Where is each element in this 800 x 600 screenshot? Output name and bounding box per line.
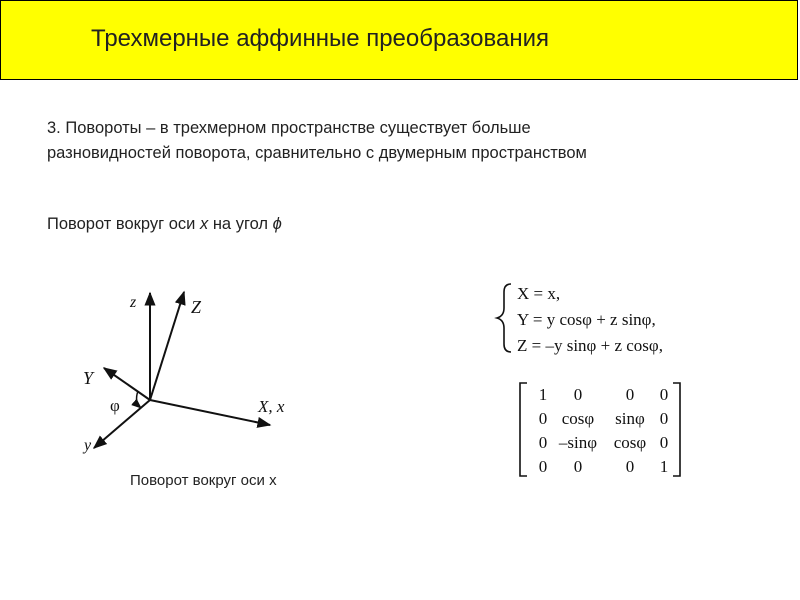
matrix-cell: 1 [659, 457, 669, 476]
matrix-cell: 0 [538, 433, 548, 452]
equation-line-2: Y = y cosφ + z sinφ, [517, 310, 656, 329]
y-axis [94, 400, 150, 448]
matrix-cell: cosφ [613, 433, 647, 452]
label-y: y [84, 437, 92, 454]
figure-caption: Поворот вокруг оси x [130, 472, 277, 489]
matrix-cell: 0 [538, 409, 548, 428]
Z-axis [150, 292, 184, 400]
matrix-cell: 0 [573, 457, 583, 476]
description-line-1: 3. Повороты – в трехмерном пространстве существует больше [47, 119, 531, 137]
matrix-cell: 0 [659, 409, 669, 428]
rotation-matrix [539, 385, 669, 476]
matrix-cell: 0 [625, 385, 635, 404]
subheading-angle: ϕ [272, 215, 282, 233]
matrix-cell: sinφ [615, 409, 645, 428]
description-line-2: разновидностей поворота, сравнительно с двумерным пространством [47, 144, 587, 162]
matrix-cell: 0 [573, 385, 583, 404]
matrix-cell: 0 [659, 385, 669, 404]
label-Y: Y [83, 368, 94, 388]
slide-title: Трехмерные аффинные преобразования [91, 25, 549, 52]
equation-line-3: Z = –y sinφ + z cosφ, [517, 336, 663, 355]
matrix-cell: 1 [538, 385, 548, 404]
x-axis [150, 400, 270, 425]
matrix-right-bracket [673, 383, 680, 476]
matrix-cell: 0 [659, 433, 669, 452]
label-Z: Z [191, 297, 202, 317]
matrix-cell: 0 [625, 457, 635, 476]
matrix-cell: cosφ [561, 409, 595, 428]
subheading-axis: x [199, 215, 209, 233]
label-Xx: X, x [258, 397, 285, 416]
matrix-cell: 0 [538, 457, 548, 476]
subheading-middle: на угол [208, 215, 273, 233]
label-phi: φ [110, 396, 120, 415]
equation-line-1: X = x, [517, 284, 561, 303]
subheading-prefix: Поворот вокруг оси [47, 215, 200, 233]
axes-diagram [94, 292, 270, 448]
system-brace [497, 284, 511, 352]
label-z: z [130, 294, 137, 311]
matrix-left-bracket [520, 383, 527, 476]
matrix-cell: –sinφ [558, 433, 598, 452]
